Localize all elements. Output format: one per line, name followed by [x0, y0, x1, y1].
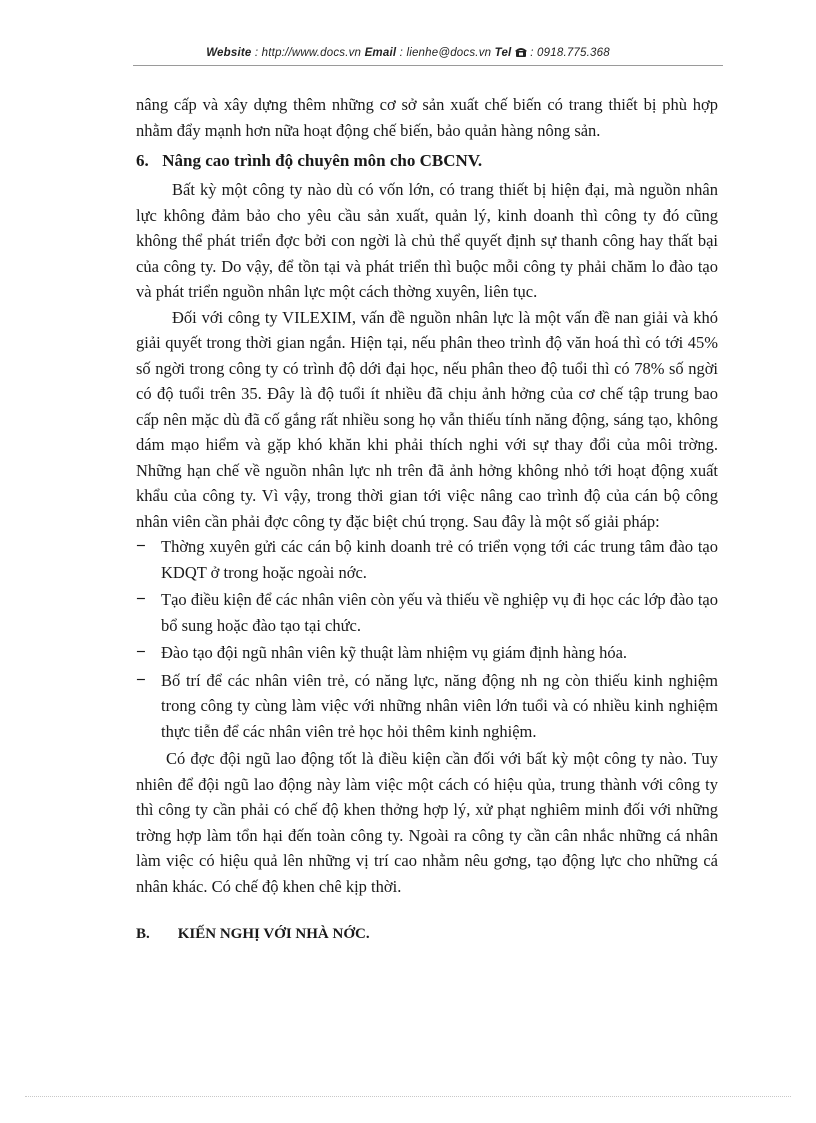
email-value[interactable]: : lienhe@docs.vn: [399, 47, 492, 59]
section-b-heading: [136, 921, 718, 947]
list-item: [136, 640, 718, 666]
list-item-text: Thờng xuyên gửi các cán bộ kinh doanh trẻ có triển vọng tới các trung tâm đào tạo KDQT ở trong hoặc ngoài nớc.: [161, 537, 718, 582]
tel-label: Tel: [494, 47, 512, 59]
paragraph-conclusion: Có đợc đội ngũ lao động tốt là điều kiện cần đối với bất kỳ một công ty nào. Tuy nhiên để đội ngũ lao động này làm việc một cách có hiệu qủa, trung thành với công ty thì công ty cần phải có chế độ khen thởng hợp lý, xử phạt nghiêm minh đối với những trờng hợp làm tổn hại đến toàn công ty. Ngoài ra công ty cần cân nhắc những cá nhân làm việc có hiệu quả lên những vị trí cao nhằm nêu gơng, tạo động lực cho những cá nhân khác. Có chế độ khen chê kịp thời.: [136, 749, 718, 896]
list-item-text: Tạo điều kiện để các nhân viên còn yếu và thiếu về nghiệp vụ đi học các lớp đào tạo bổ sung hoặc đào tạo tại chức.: [161, 590, 718, 635]
list-item-text: Bố trí để các nhân viên trẻ, có năng lực, năng động nh ng còn thiếu kinh nghiệm trong công ty cùng làm việc với những nhân viên lớn tuổi và có nhiều kinh nghiệm thực tiễn để các nhân viên trẻ học hỏi thêm kinh nghiệm.: [161, 670, 718, 741]
list-item: [136, 668, 718, 745]
dash-bullet: −: [136, 590, 146, 608]
footer-divider: [25, 1096, 791, 1097]
paragraph-human-resources: Bất kỳ một công ty nào dù có vốn lớn, có trang thiết bị hiện đại, mà nguồn nhân lực không đảm bảo cho yêu cầu sản xuất, quản lý, kinh doanh thì công ty đó cũng không thể phát triển đợc bởi con ngời là chủ thể quyết định sự thanh công hay thất bại của công ty. Do vậy, để tồn tại và phát triển thì buộc mỗi công ty phải chăm lo đào tạo và phát triển nguồn nhân lực một cách thờng xuyên, liên tục.: [136, 180, 718, 301]
header-divider: [133, 65, 723, 66]
dash-bullet: −: [136, 670, 146, 689]
section-6-title: Nâng cao trình độ chuyên môn cho CBCNV.: [162, 151, 483, 170]
dash-bullet: −: [136, 537, 146, 555]
solution-list: [136, 534, 718, 744]
section-6-heading: [136, 147, 718, 175]
dash-bullet: −: [136, 643, 146, 661]
section-6-number: 6.: [136, 151, 149, 170]
paragraph-vilexim: Đối với công ty VILEXIM, vấn đề nguồn nhân lực là một vấn đề nan giải và khó giải quyết trong thời gian ngắn. Hiện tại, nếu phân theo trình độ văn hoá thì có tới 45% số ngời trong công ty có trình độ dới đại học, nếu phân theo độ tuổi thì có 78% số ngời có độ tuổi trên 35. Đây là độ tuổi ít nhiều đã chịu ảnh hởng của cơ chế tập trung bao cấp nên mặc dù đã cố gắng rất nhiều song họ vẫn thiếu tính năng động, sáng tạo, không dám mạo hiểm và gặp khó khăn khi phải thích nghi với sự thay đổi của môi trờng. Những hạn chế về nguồn nhân lực nh trên đã ảnh hởng không nhỏ tới hoạt động xuất khẩu của công ty. Vì vậy, trong thời gian tới việc nâng cao trình độ của cán bộ công nhân viên cần phải đợc công ty đặc biệt chú trọng. Sau đây là một số giải pháp:: [136, 307, 718, 531]
tel-value: : 0918.775.368: [530, 47, 610, 59]
section-b-title: KIẾN NGHỊ VỚI NHÀ NỚC.: [177, 926, 370, 942]
list-item-text: Đào tạo đội ngũ nhân viên kỹ thuật làm nhiệm vụ giám định hàng hóa.: [161, 643, 628, 662]
website-label: Website: [206, 47, 252, 59]
page-header: [0, 47, 816, 59]
email-label: Email: [364, 47, 397, 59]
list-item: [136, 587, 718, 638]
section-b-letter: B.: [136, 926, 150, 942]
website-value[interactable]: : http://www.docs.vn: [254, 47, 362, 59]
paragraph-intro: nâng cấp và xây dựng thêm những cơ sở sản xuất chế biến có trang thiết bị phù hợp nhằm đẩy mạnh hơn nữa hoạt động chế biến, bảo quản hàng nông sản.: [136, 95, 718, 140]
list-item: [136, 534, 718, 585]
document-body: [136, 92, 718, 947]
phone-icon: [515, 47, 530, 59]
